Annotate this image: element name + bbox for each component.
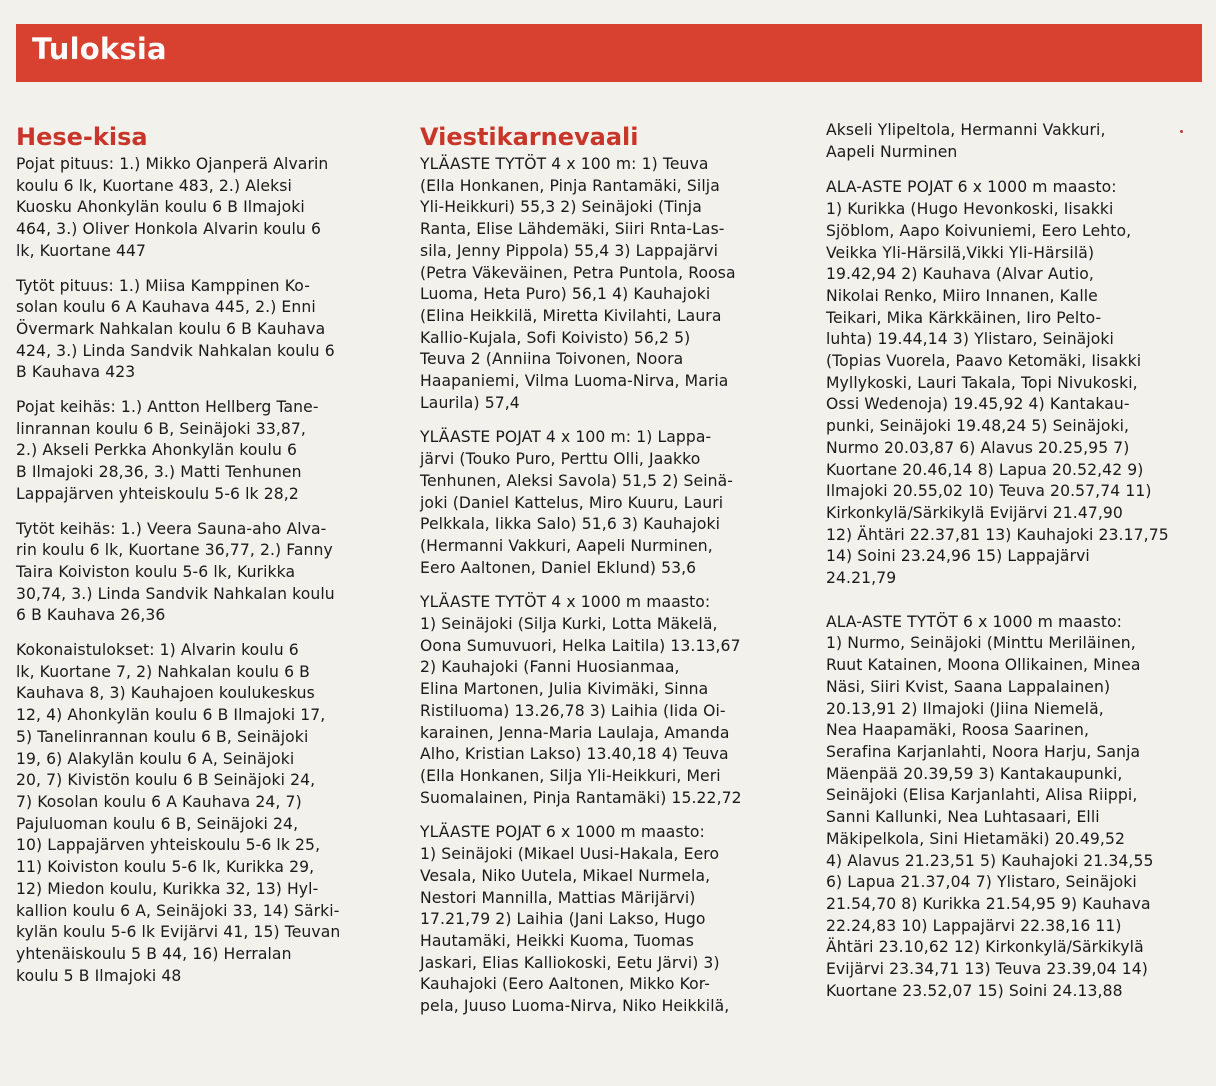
results-column-1 xyxy=(16,120,411,1000)
result-paragraph: Tytöt keihäs: 1.) Veera Sauna-aho Alva- rin koulu 6 lk, Kuortane 36,77, 2.) Fanny Taira Koiviston koulu 5-6 lk, Kurikka 30,74, 3.) Linda Sandvik Nahkalan koulu 6 B Kauhava 26,36 xyxy=(16,519,335,625)
result-paragraph: YLÄASTE POJAT 4 x 100 m: 1) Lappa- järvi (Touko Puro, Perttu Olli, Jaakko Tenhunen, Aleksi Savola) 51,5 2) Seinä- joki (Daniel Kattelus, Miro Kuuru, Lauri Pelkkala, Iikka Salo) 51,6 3) Kauhajoki (Hermanni Vakkuri, Aapeli Nurminen, Eero Aaltonen, Daniel Eklund) 53,6 xyxy=(420,428,734,577)
result-paragraph: Pojat pituus: 1.) Mikko Ojanperä Alvarin koulu 6 lk, Kuortane 483, 2.) Aleksi Kuosku Ahonkylän koulu 6 B Ilmajoki 464, 3.) Oliver Honkola Alvarin koulu 6 lk, Kuortane 447 xyxy=(16,155,329,260)
result-paragraph: YLÄASTE TYTÖT 4 x 100 m: 1) Teuva (Ella Honkanen, Pinja Rantamäki, Silja Yli-Heikkuri) 55,3 2) Seinäjoki (Tinja Ranta, Elise Lähdemäki, Siiri Rnta-Las- sila, Jenny Pippola) 55,4 3) Lappajärvi (Petra Väkeväinen, Petra Puntola, Roosa Luoma, Heta Puro) 56,1 4) Kauhajoki (Elina Heikkilä, Miretta Kivilahti, Laura Kallio-Kujala, Sofi Koivisto) 56,2 5) Teuva 2 (Anniina Toivonen, Noora Haapaniemi, Vilma Luoma-Nirva, Maria Laurila) 57,4 xyxy=(420,155,736,412)
result-paragraph: Tytöt pituus: 1.) Miisa Kamppinen Ko- solan koulu 6 A Kauhava 445, 2.) Enni Övermark Nahkalan koulu 6 B Kauhava 424, 3.) Linda Sandvik Nahkalan koulu 6 B Kauhava 423 xyxy=(16,276,335,382)
section-title: Tuloksia xyxy=(32,32,167,66)
result-paragraph: Pojat keihäs: 1.) Antton Hellberg Tane- linrannan koulu 6 B, Seinäjoki 33,87, 2.) Akseli Perkka Ahonkylän koulu 6 B Ilmajoki 28,36, 3.) Matti Tenhunen Lappajärven yhteiskoulu 5-6 lk 28,2 xyxy=(16,398,319,503)
result-paragraph: ALA-ASTE TYTÖT 6 x 1000 m maasto: 1) Nurmo, Seinäjoki (Minttu Meriläinen, Ruut Katainen, Moona Ollikainen, Minea Näsi, Siiri Kvist, Saana Lappalainen) 20.13,91 2) Ilmajoki (Jiina Niemelä, Nea Haapamäki, Roosa Saarinen, Serafina Karjanlahti, Noora Harju, Sanja Mäenpää 20.39,59 3) Kantakaupunki, Seinäjoki (Elisa Karjanlahti, Alisa Riippi, Sanni Kallunki, Nea Luhtasaari, Elli Mäkipelkola, Sini Hietamäki) 20.49,52 4) Alavus 21.23,51 5) Kauhajoki 21.34,55 6) Lapua 21.37,04 7) Ylistaro, Seinäjoki 21.54,70 8) Kurikka 21.54,95 9) Kauhava 22.24,83 10) Lappajärvi 22.38,16 11) Ähtäri 23.10,62 12) Kirkonkylä/Särkikylä Evijärvi 23.34,71 13) Teuva 23.39,04 14) Kuortane 23.52,07 15) Soini 24.13,88 xyxy=(826,612,1154,1000)
results-column-3 xyxy=(826,120,1206,1015)
column-heading: Hese-kisa xyxy=(16,123,148,151)
section-banner xyxy=(16,24,1202,82)
result-paragraph: YLÄASTE TYTÖT 4 x 1000 m maasto: 1) Seinäjoki (Silja Kurki, Lotta Mäkelä, Oona Sumuvuori, Helka Laitila) 13.13,67 2) Kauhajoki (Fanni Huosianmaa, Elina Martonen, Julia Kivimäki, Sinna Ristiluoma) 13.26,78 3) Laihia (Iida Oi- karainen, Jenna-Maria Laulaja, Amanda Alho, Kristian Lakso) 13.40,18 4) Teuva (Ella Honkanen, Silja Yli-Heikkuri, Meri Suomalainen, Pinja Rantamäki) 15.22,72 xyxy=(420,593,742,807)
results-column-2 xyxy=(420,120,820,1031)
result-paragraph: YLÄASTE POJAT 6 x 1000 m maasto: 1) Seinäjoki (Mikael Uusi-Hakala, Eero Vesala, Niko Uutela, Mikael Nurmela, Nestori Mannilla, Mattias Märijärvi) 17.21,79 2) Laihia (Jani Lakso, Hugo Hautamäki, Heikki Kuoma, Tuomas Jaskari, Elias Kalliokoski, Eetu Järvi) 3) Kauhajoki (Eero Aaltonen, Mikko Kor- pela, Juuso Luoma-Nirva, Niko Heikkilä, xyxy=(420,823,730,1016)
result-paragraph: ALA-ASTE POJAT 6 x 1000 m maasto: 1) Kurikka (Hugo Hevonkoski, Iisakki Sjöblom, Aapo Koivuniemi, Eero Lehto, Veikka Yli-Härsilä,Vikki Yli-Härsilä) 19.42,94 2) Kauhava (Alvar Autio, Nikolai Renko, Miiro Innanen, Kalle Teikari, Mika Kärkkäinen, Iiro Pelto- luhta) 19.44,14 3) Ylistaro, Seinäjoki (Topias Vuorela, Paavo Ketomäki, Iisakki Myllykoski, Lauri Takala, Topi Nivukoski, Ossi Wedenoja) 19.45,92 4) Kantakau- punki, Seinäjoki 19.48,24 5) Seinäjoki, Nurmo 20.03,87 6) Alavus 20.25,95 7) Kuortane 20.46,14 8) Lapua 20.52,42 9) Ilmajoki 20.55,02 10) Teuva 20.57,74 11) Kirkonkylä/Särkikylä Evijärvi 21.47,90 12) Ähtäri 22.37,81 13) Kauhajoki 23.17,75 14) Soini 23.24,96 15) Lappajärvi 24.21,79 xyxy=(826,178,1169,588)
print-dot xyxy=(1180,130,1183,133)
result-paragraph: Akseli Ylipeltola, Hermanni Vakkuri, Aapeli Nurminen xyxy=(826,121,1106,161)
column-heading: Viestikarnevaali xyxy=(420,123,639,151)
result-paragraph: Kokonaistulokset: 1) Alvarin koulu 6 lk, Kuortane 7, 2) Nahkalan koulu 6 B Kauhava 8, 3) Kauhajoen koulukeskus 12, 4) Ahonkylän koulu 6 B Ilmajoki 17, 5) Tanelinrannan koulu 6 B, Seinäjoki 19, 6) Alakylän koulu 6 A, Seinäjoki 20, 7) Kivistön koulu 6 B Seinäjoki 24, 7) Kosolan koulu 6 A Kauhava 24, 7) Pajuluoman koulu 6 B, Seinäjoki 24, 10) Lappajärven yhteiskoulu 5-6 lk 25, 11) Koiviston koulu 5-6 lk, Kurikka 29, 12) Miedon koulu, Kurikka 32, 13) Hyl- kallion koulu 6 A, Seinäjoki 33, 14) Särki- kylän koulu 5-6 lk Evijärvi 41, 15) Teuvan yhtenäiskoulu 5 B 44, 16) Herralan koulu 5 B Ilmajoki 48 xyxy=(16,641,341,985)
